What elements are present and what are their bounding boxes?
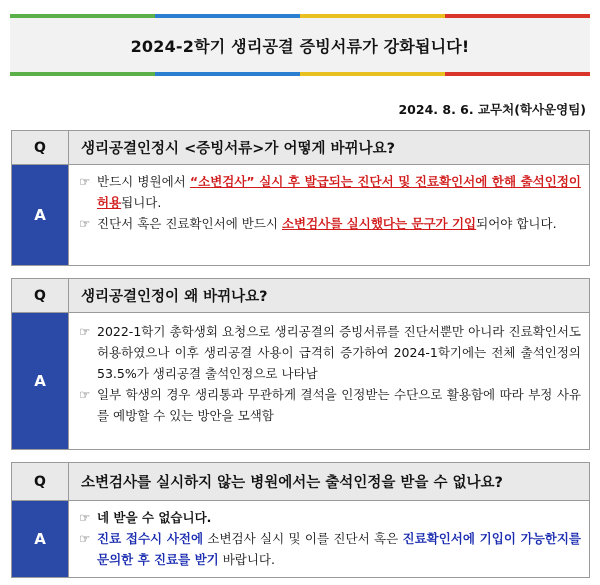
qa-block-1 — [11, 130, 590, 266]
pointing-hand-icon: ☞ — [79, 174, 91, 189]
dateline: 2024. 8. 6. 교무처(학사운영팀) — [398, 102, 586, 117]
a-label: A — [12, 313, 69, 449]
answer-2-bullet-2: ☞ 일부 학생의 경우 생리통과 무관하게 결석을 인정받는 수단으로 활용함에 따라 부정 사유를 예방할 수 있는 방안을 모색함 — [79, 384, 581, 426]
pointing-hand-icon: ☞ — [79, 324, 91, 339]
qa-block-2 — [11, 278, 590, 450]
question-2: 생리공결인정이 왜 바뀌나요? — [69, 279, 589, 312]
question-1: 생리공결인정시 <증빙서류>가 어떻게 바뀌나요? — [69, 131, 589, 164]
q-label: Q — [12, 463, 69, 500]
q-label: Q — [12, 131, 69, 164]
title-bottom-stripe — [10, 72, 590, 76]
answer-2-bullet-1: ☞ 2022-1학기 총학생회 요청으로 생리공결의 증빙서류를 진단서뿐만 아니라 진료확인서도 허용하였으나 이후 생리공결 사용이 급격히 증가하여 2024-1학기에는 전체 출석인정의 53.5%가 생리공결 출석인정으로 나타남 — [79, 321, 581, 384]
question-3: 소변검사를 실시하지 않는 병원에서는 출석인정을 받을 수 없나요? — [69, 463, 589, 500]
answer-1 — [69, 165, 589, 265]
answer-1-bullet-1: ☞ 반드시 병원에서 “소변검사” 실시 후 발급되는 진단서 및 진료확인서에 한해 출석인정이 허용됩니다. — [79, 171, 581, 213]
qa-block-3 — [11, 462, 590, 578]
a-label: A — [12, 165, 69, 265]
title-banner — [10, 14, 590, 76]
answer-1-bullet-2: ☞ 진단서 혹은 진료확인서에 반드시 소변검사를 실시했다는 문구가 기입되어야 합니다. — [79, 213, 581, 234]
pointing-hand-icon: ☞ — [79, 531, 91, 546]
answer-3-bullet-2: ☞ 진료 접수시 사전에 소변검사 실시 및 이를 진단서 혹은 진료확인서에 기입이 가능한지를 문의한 후 진료를 받기 바랍니다. — [79, 528, 581, 570]
answer-2 — [69, 313, 589, 449]
answer-3-bullet-1: ☞ 네 받을 수 없습니다. — [79, 507, 581, 528]
answer-3 — [69, 501, 589, 577]
pointing-hand-icon: ☞ — [79, 510, 91, 525]
title-box — [10, 18, 590, 72]
pointing-hand-icon: ☞ — [79, 387, 91, 402]
q-label: Q — [12, 279, 69, 312]
a-label: A — [12, 501, 69, 577]
pointing-hand-icon: ☞ — [79, 216, 91, 231]
page-title: 2024-2학기 생리공결 증빙서류가 강화됩니다! — [130, 36, 470, 56]
